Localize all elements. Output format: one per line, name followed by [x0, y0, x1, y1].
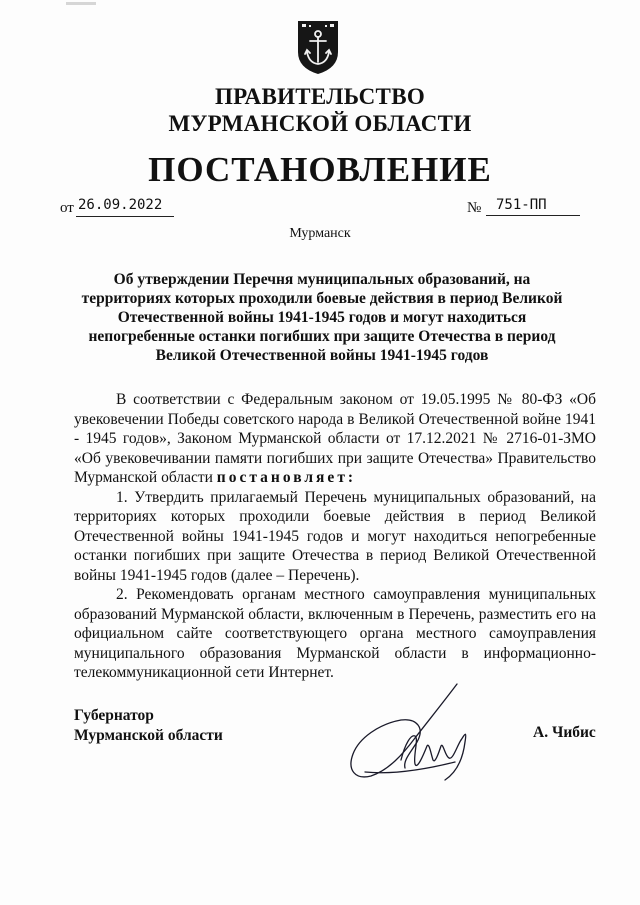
government-name-line1: ПРАВИТЕЛЬСТВО [214, 84, 426, 109]
document-body [74, 390, 596, 683]
coat-of-arms-icon [295, 18, 341, 76]
signer-name: А. Чибис [533, 724, 596, 741]
city: Мурманск [289, 226, 351, 241]
date-prefix: от [60, 200, 74, 216]
paragraph-item-2: 2. Рекомендовать органам местного самоуправления муниципальных образований Мурманской области, включенным в Перечень, разместить его на официальном сайте соответствующего органа местного самоуправления муниципального образования Мурманской области в информационно-телекоммуникационной сети Интернет. [74, 586, 596, 681]
document-type: ПОСТАНОВЛЕНИЕ [148, 150, 492, 189]
scan-artifact [66, 2, 96, 5]
signer-position-line2: Мурманской области [74, 727, 223, 744]
preamble-text: В соответствии с Федеральным законом от 19.05.1995 № 80-ФЗ «Об увековечении Победы советского народа в Великой Отечественной войне 1941 - 1945 годов», Законом Мурманской области от 17.12.2021 № 2716-01-ЗМО «Об увековечивании памяти погибших при защите Отечества» Правительство Мурманской области [74, 391, 596, 486]
decree-word: постановляет: [216, 469, 357, 486]
document-number: 751-ПП [486, 197, 580, 216]
document-date: 26.09.2022 [76, 197, 174, 217]
signer-position [74, 706, 223, 746]
paragraph-item-1: 1. Утвердить прилагаемый Перечень муниципальных образований, на территориях которых проходили боевые действия в период Великой Отечественной войны 1941-1945 годов и могут находиться непогребенные останки погибших при защите Отечества в период Великой Отечественной войны 1941-1945 годов (далее – Перечень). [74, 488, 596, 584]
number-prefix: № [467, 200, 482, 216]
signer-position-line1: Губернатор [74, 707, 154, 724]
government-name-line2: МУРМАНСКОЙ ОБЛАСТИ [168, 111, 472, 136]
document-title: Об утверждении Перечня муниципальных образований, на территориях которых проходили боевые действия в период Великой Отечественной войны 1941-1945 годов и могут находиться непогребенные останки погибших при защите Отечества в период Великой Отечественной войны 1941-1945 годов [81, 271, 563, 364]
paragraph-preamble [74, 390, 596, 488]
handwritten-signature [345, 680, 475, 790]
